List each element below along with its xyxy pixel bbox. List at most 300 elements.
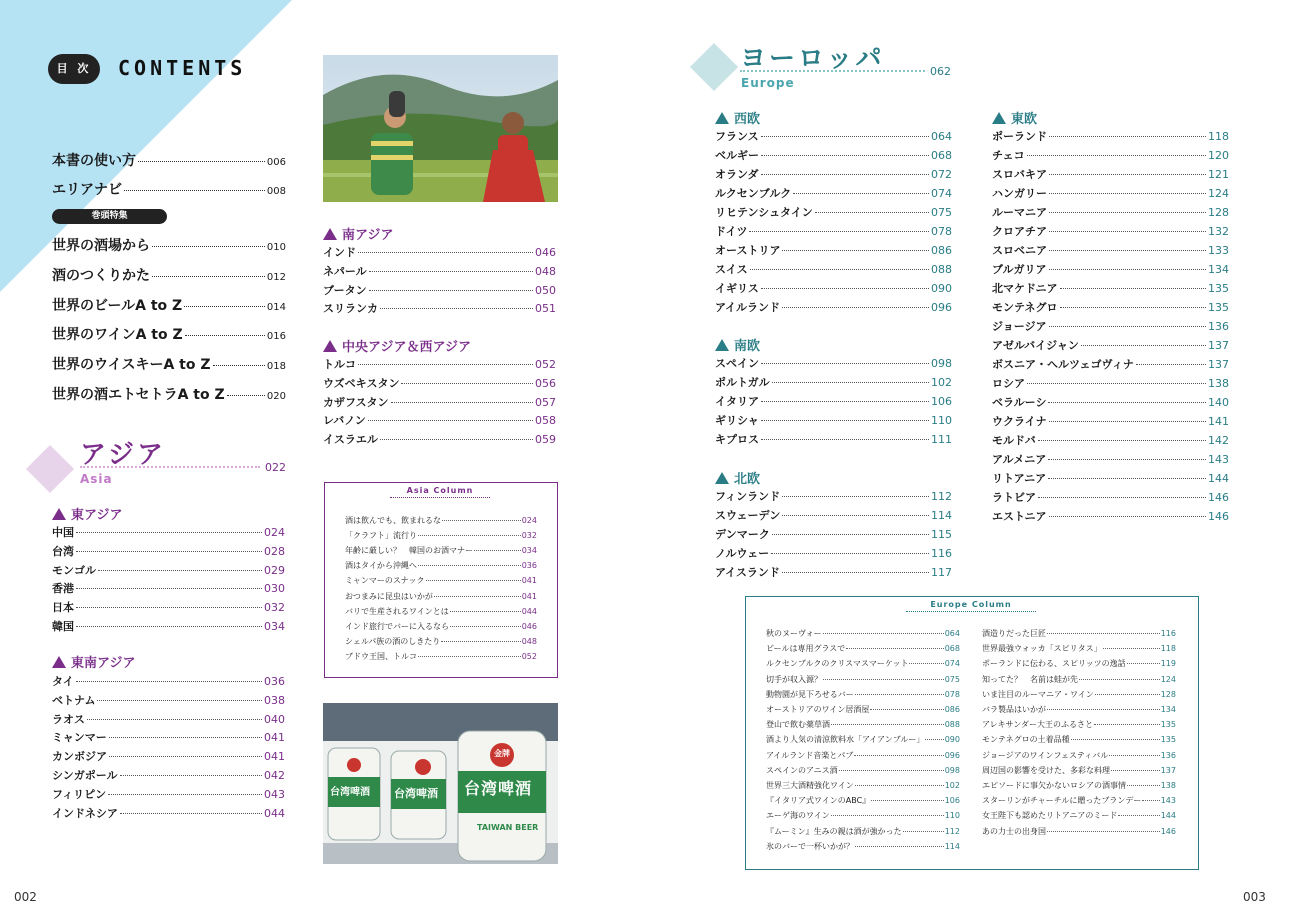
triangle-icon <box>715 339 729 351</box>
toc-entry-label: 本書の使い方 <box>52 153 136 169</box>
europe-column-row[interactable] <box>766 643 960 658</box>
toc-row[interactable] <box>992 489 1229 507</box>
toc-entry-label: アゼルバイジャン <box>992 339 1079 352</box>
toc-entry-label: ルクセンブルク <box>715 187 792 200</box>
toc-entry-page: 118 <box>1208 130 1229 143</box>
toc-row[interactable] <box>715 545 952 563</box>
toc-entry-label: シェルパ族の酒のしきたり <box>345 636 441 646</box>
europe-column-row[interactable] <box>982 689 1176 704</box>
leader-dots <box>854 755 943 756</box>
leader-dots <box>1049 231 1206 232</box>
leader-dots <box>772 382 929 383</box>
toc-entry-page: 096 <box>944 750 960 760</box>
toc-entry-label: フィンランド <box>715 490 781 503</box>
triangle-icon <box>715 472 729 484</box>
toc-row[interactable] <box>992 470 1229 488</box>
toc-row[interactable] <box>52 805 285 823</box>
toc-row[interactable] <box>715 526 952 544</box>
toc-entry-page: 029 <box>264 563 285 577</box>
toc-entry-page: 042 <box>264 769 285 782</box>
toc-entry-page: 024 <box>521 516 537 525</box>
toc-entry-label: 酒造りだった巨匠 <box>982 629 1046 638</box>
toc-entry-label: 『ムーミン』生みの親は酒が強かった <box>766 826 902 836</box>
toc-feature-row[interactable] <box>52 235 286 255</box>
asia-column-row[interactable] <box>345 575 537 590</box>
toc-entry-label: オーストリア <box>715 244 781 257</box>
toc-entry-label: カザフスタン <box>323 395 389 409</box>
toc-entry-page: 074 <box>944 659 960 669</box>
toc-row[interactable] <box>992 318 1229 336</box>
beer-sub-label: TAIWAN BEER <box>477 823 539 832</box>
leader-dots <box>358 364 533 365</box>
toc-row[interactable] <box>715 412 952 430</box>
asia-title: アジア <box>80 440 166 470</box>
toc-entry-label: ネパール <box>323 264 367 278</box>
toc-entry-page: 128 <box>1160 689 1176 699</box>
leader-dots <box>1049 174 1206 175</box>
southeast-asia-heading <box>52 652 135 671</box>
toc-row[interactable] <box>992 451 1229 469</box>
toc-row[interactable] <box>323 300 556 318</box>
toc-feature-row[interactable] <box>52 324 286 344</box>
asia-column-title-rule <box>390 497 490 498</box>
leader-dots <box>1060 288 1206 289</box>
leader-dots <box>761 439 929 440</box>
toc-row[interactable] <box>715 223 952 241</box>
toc-entry-label: 世界三大酒精強化ワイン <box>766 781 854 790</box>
leader-dots <box>839 770 944 771</box>
toc-entry-label: 切手が収入源？ <box>766 674 822 684</box>
toc-entry-label: 酒は飲んでも、飲まれるな <box>345 516 441 525</box>
leader-dots <box>450 611 521 612</box>
toc-entry-page: 016 <box>266 331 286 343</box>
leader-dots <box>434 596 521 597</box>
toc-row[interactable] <box>992 432 1229 450</box>
toc-entry-label: モルドバ <box>992 434 1036 447</box>
leader-dots <box>782 496 929 497</box>
europe-column-row[interactable] <box>982 795 1176 810</box>
toc-row[interactable] <box>715 374 952 392</box>
europe-column-title: Europe Column <box>930 600 1012 609</box>
toc-entry-page: 134 <box>1208 263 1229 276</box>
toc-row[interactable] <box>715 185 952 203</box>
leader-dots <box>772 534 929 535</box>
toc-entry-label: オランダ <box>715 168 759 181</box>
leader-dots <box>380 439 533 440</box>
toc-entry-page: 135 <box>1160 735 1176 745</box>
toc-row[interactable] <box>52 729 285 747</box>
toc-row[interactable] <box>992 204 1229 222</box>
leader-dots <box>358 252 533 253</box>
toc-entry-label: 韓国 <box>52 620 74 633</box>
toc-row[interactable] <box>52 767 285 785</box>
toc-entry-label: ベトナム <box>52 693 96 707</box>
toc-entry-page: 068 <box>944 644 960 654</box>
asia-column-row[interactable] <box>345 545 537 560</box>
toc-entry-label: 登山で飲む薬草酒 <box>766 720 830 730</box>
asia-column-row[interactable] <box>345 621 537 636</box>
toc-feature-row[interactable] <box>52 265 286 285</box>
leader-dots <box>418 565 521 566</box>
leader-dots <box>870 709 943 710</box>
toc-entry-label: リヒテンシュタイン <box>715 206 813 219</box>
toc-entry-page: 137 <box>1208 339 1229 352</box>
toc-entry-label: イタリア <box>715 395 759 408</box>
toc-entry-page: 041 <box>521 591 537 601</box>
toc-entry-label: ブータン <box>323 283 367 297</box>
toc-row[interactable] <box>715 147 952 165</box>
europe-column-row[interactable] <box>982 719 1176 734</box>
leader-dots <box>97 700 262 701</box>
leader-dots <box>761 174 929 175</box>
europe-column-row[interactable] <box>766 810 960 825</box>
toc-row[interactable] <box>52 692 285 710</box>
leader-dots <box>1142 800 1159 801</box>
leader-dots <box>782 515 929 516</box>
toc-entry-page: 086 <box>944 705 960 714</box>
toc-entry-page: 040 <box>264 712 285 726</box>
leader-dots <box>441 641 520 642</box>
europe-column-title-rule <box>906 611 1036 612</box>
asia-column-row[interactable] <box>345 591 537 606</box>
toc-row[interactable] <box>715 204 952 222</box>
europe-column-row[interactable] <box>982 750 1176 765</box>
toc-entry-page: 036 <box>521 561 537 571</box>
toc-entry-label: 氷のバーで一杯いかが？ <box>766 841 854 851</box>
toc-entry-label: 女王陛下も認めたリトアニアのミード <box>982 811 1118 821</box>
leader-dots <box>1111 770 1160 771</box>
europe-column-row[interactable] <box>766 841 960 856</box>
toc-row[interactable] <box>52 673 285 691</box>
toc-row[interactable] <box>715 564 952 582</box>
leader-dots <box>1127 663 1160 664</box>
europe-column-row[interactable] <box>766 658 960 673</box>
europe-column-row[interactable] <box>982 658 1176 673</box>
leader-dots <box>1081 345 1206 346</box>
leader-dots <box>1047 633 1160 634</box>
toc-row[interactable] <box>52 524 285 542</box>
leader-dots <box>855 694 944 695</box>
contents-badge: 目 次 <box>48 54 100 84</box>
toc-row[interactable] <box>323 394 556 412</box>
toc-entry-label: ポーランドに伝わる、スピリッツの逸話 <box>982 659 1126 669</box>
asia-column-row[interactable] <box>345 651 537 666</box>
toc-entry-label: アイルランド <box>715 301 781 314</box>
toc-entry-page: 090 <box>944 735 960 745</box>
south-europe-heading <box>715 335 760 354</box>
leader-dots <box>152 246 265 247</box>
toc-row[interactable] <box>992 394 1229 412</box>
toc-entry-label: スペイン <box>715 357 759 370</box>
toc-row[interactable] <box>323 244 556 262</box>
east-asia-heading <box>52 504 122 523</box>
europe-column-row[interactable] <box>982 780 1176 795</box>
leader-dots <box>1038 497 1206 498</box>
toc-entry-page: 046 <box>521 621 537 631</box>
toc-entry-label: 年齢に厳しい？ 韓国のお酒マナー <box>345 546 473 556</box>
toc-entry-label: ロシア <box>992 377 1025 390</box>
leader-dots <box>855 785 944 786</box>
leader-dots <box>1049 136 1206 137</box>
toc-entry-label: シンガポール <box>52 769 118 782</box>
asia-column-row[interactable] <box>345 560 537 575</box>
toc-main-row[interactable] <box>52 179 286 199</box>
toc-entry-label: 『イタリア式ワインのABC』 <box>766 796 871 806</box>
toc-entry-page: 044 <box>521 606 537 616</box>
toc-main-row[interactable] <box>52 150 286 170</box>
europe-column-row[interactable] <box>766 780 960 795</box>
toc-row[interactable] <box>715 166 952 184</box>
toc-entry-label: イスラエル <box>323 433 378 447</box>
toc-entry-label: フランス <box>715 130 759 143</box>
leader-dots <box>124 190 265 191</box>
leader-dots <box>1136 364 1206 365</box>
leader-dots <box>418 535 521 536</box>
europe-column-row[interactable] <box>982 765 1176 780</box>
leader-dots <box>138 161 265 162</box>
toc-entry-page: 128 <box>1208 206 1229 219</box>
toc-entry-label: ラオス <box>52 712 85 726</box>
leader-dots <box>474 550 521 551</box>
toc-entry-page: 018 <box>266 361 286 373</box>
toc-entry-label: スロベニア <box>992 244 1047 257</box>
toc-entry-page: 044 <box>264 806 285 820</box>
toc-entry-label: おつまみに昆虫はいかが <box>345 591 433 601</box>
toc-entry-page: 008 <box>266 186 286 197</box>
toc-entry-label: ボスニア・ヘルツェゴヴィナ <box>992 358 1134 371</box>
toc-row[interactable] <box>715 431 952 449</box>
toc-row[interactable] <box>52 786 285 804</box>
asia-column-title: Asia Column <box>406 486 474 495</box>
toc-entry-label: アレキサンダー大王のふるさと <box>982 720 1093 730</box>
section-heading-label: 南アジア <box>342 228 394 243</box>
toc-entry-label: 世界のウイスキーA to Z <box>52 357 211 374</box>
toc-row[interactable] <box>52 599 285 617</box>
toc-row[interactable] <box>52 748 285 766</box>
leader-dots <box>1049 212 1206 213</box>
toc-row[interactable] <box>323 375 556 393</box>
leader-dots <box>782 572 929 573</box>
toc-entry-page: 120 <box>1208 149 1229 162</box>
europe-column-row[interactable] <box>766 704 960 719</box>
triangle-icon <box>323 340 337 352</box>
toc-entry-label: ハンガリー <box>992 187 1047 200</box>
toc-row[interactable] <box>715 488 952 506</box>
toc-row[interactable] <box>992 356 1229 374</box>
europe-column-row[interactable] <box>982 643 1176 658</box>
leader-dots <box>109 756 262 757</box>
leader-dots <box>823 679 944 680</box>
toc-row[interactable] <box>52 562 285 580</box>
toc-row[interactable] <box>52 618 285 636</box>
toc-entry-label: ドイツ <box>715 225 748 238</box>
europe-column-row[interactable] <box>982 704 1176 719</box>
asia-column-row[interactable] <box>345 606 537 621</box>
europe-column-row[interactable] <box>766 826 960 841</box>
toc-entry-page: 137 <box>1160 765 1176 775</box>
toc-row[interactable] <box>992 261 1229 279</box>
leader-dots <box>761 363 929 364</box>
leader-dots <box>369 271 533 272</box>
toc-entry-page: 074 <box>931 187 952 200</box>
asia-column-row[interactable] <box>345 530 537 545</box>
europe-column-row[interactable] <box>766 674 960 689</box>
leader-dots <box>76 532 262 533</box>
leader-dots <box>1049 193 1206 194</box>
leader-dots <box>1049 269 1206 270</box>
leader-dots <box>761 136 929 137</box>
asia-column-row[interactable] <box>345 636 537 651</box>
europe-column-row[interactable] <box>766 750 960 765</box>
leader-dots <box>749 231 929 232</box>
toc-row[interactable] <box>323 282 556 300</box>
leader-dots <box>761 420 929 421</box>
leader-dots <box>871 800 944 801</box>
toc-row[interactable] <box>715 280 952 298</box>
toc-row[interactable] <box>992 242 1229 260</box>
toc-row[interactable] <box>323 431 556 449</box>
toc-entry-label: 酒のつくりかた <box>52 267 150 284</box>
toc-entry-page: 041 <box>521 576 537 586</box>
toc-entry-label: アイルランド音楽とパブ <box>766 750 854 760</box>
europe-column-row[interactable] <box>766 719 960 734</box>
toc-entry-page: 143 <box>1160 796 1176 806</box>
toc-entry-page: 028 <box>264 544 285 558</box>
toc-entry-page: 048 <box>535 264 556 278</box>
toc-entry-label: エーゲ海のワイン <box>766 811 830 821</box>
toc-entry-label: ベラルーシ <box>992 396 1047 409</box>
toc-entry-label: 秋のヌーヴォー <box>766 629 822 638</box>
leader-dots <box>76 607 262 608</box>
toc-row[interactable] <box>992 299 1229 317</box>
toc-entry-page: 141 <box>1208 415 1229 428</box>
toc-entry-page: 142 <box>1208 434 1229 447</box>
toc-row[interactable] <box>992 413 1229 431</box>
toc-entry-page: 075 <box>931 206 952 219</box>
toc-entry-label: エストニア <box>992 510 1047 523</box>
toc-row[interactable] <box>715 261 952 279</box>
toc-feature-row[interactable] <box>52 384 286 404</box>
toc-entry-label: アルメニア <box>992 453 1047 466</box>
leader-dots <box>227 395 265 396</box>
leader-dots <box>1118 815 1159 816</box>
toc-feature-row[interactable] <box>52 295 286 315</box>
toc-entry-label: ミャンマーのスナック <box>345 576 425 586</box>
toc-row[interactable] <box>323 263 556 281</box>
toc-entry-page: 117 <box>931 566 952 579</box>
leader-dots <box>1103 648 1160 649</box>
toc-entry-page: 115 <box>931 528 952 541</box>
toc-entry-page: 146 <box>1160 826 1176 836</box>
europe-column-row[interactable] <box>766 765 960 780</box>
toc-entry-label: タイ <box>52 675 74 688</box>
toc-feature-row[interactable] <box>52 354 286 374</box>
north-europe-heading <box>715 468 760 487</box>
toc-entry-label: イギリス <box>715 282 759 295</box>
toc-row[interactable] <box>52 711 285 729</box>
toc-entry-label: インドネシア <box>52 806 118 820</box>
toc-row[interactable] <box>715 128 952 146</box>
feature-pill: 巻頭特集 <box>52 209 167 224</box>
europe-column-row[interactable] <box>982 826 1176 841</box>
toc-entry-label: リトアニア <box>992 472 1047 485</box>
triangle-icon <box>52 656 66 668</box>
leader-dots <box>120 775 262 776</box>
toc-row[interactable] <box>992 185 1229 203</box>
europe-column-row[interactable] <box>766 689 960 704</box>
europe-column-row[interactable] <box>766 734 960 749</box>
toc-row[interactable] <box>715 507 952 525</box>
toc-entry-label: ブドウ王国、トルコ <box>345 651 417 661</box>
toc-entry-label: トルコ <box>323 358 356 371</box>
section-heading-label: 南欧 <box>734 339 761 354</box>
europe-column-row[interactable] <box>982 674 1176 689</box>
europe-column-row[interactable] <box>766 628 960 643</box>
toc-entry-page: 116 <box>1160 629 1176 638</box>
toc-row[interactable] <box>992 375 1229 393</box>
toc-entry-label: 日本 <box>52 601 74 615</box>
toc-row[interactable] <box>715 242 952 260</box>
toc-entry-page: 119 <box>1160 659 1176 669</box>
toc-row[interactable] <box>715 299 952 317</box>
toc-row[interactable] <box>323 356 556 374</box>
toc-row[interactable] <box>715 393 952 411</box>
toc-row[interactable] <box>715 355 952 373</box>
toc-entry-page: 068 <box>931 149 952 162</box>
toc-entry-label: 酒より人気の清涼飲料水「アイアンブルー」 <box>766 735 925 745</box>
leader-dots <box>793 193 929 194</box>
toc-row[interactable] <box>52 543 285 561</box>
toc-entry-label: キプロス <box>715 433 759 446</box>
asia-subtitle: Asia <box>80 472 113 486</box>
toc-entry-page: 138 <box>1160 781 1176 790</box>
toc-entry-page: 014 <box>266 301 286 313</box>
toc-row[interactable] <box>992 508 1229 526</box>
leader-dots <box>823 633 944 634</box>
toc-row[interactable] <box>323 412 556 430</box>
leader-dots <box>1027 383 1206 384</box>
toc-row[interactable] <box>992 223 1229 241</box>
section-heading-label: 西欧 <box>734 112 761 127</box>
toc-row[interactable] <box>992 128 1229 146</box>
asia-column-row[interactable] <box>345 515 537 530</box>
toc-entry-label: チェコ <box>992 149 1025 162</box>
europe-title: ヨーロッパ <box>740 44 885 74</box>
toc-entry-page: 146 <box>1208 491 1229 504</box>
europe-column-row[interactable] <box>982 810 1176 825</box>
toc-entry-label: 世界の酒場から <box>52 238 150 254</box>
toc-row[interactable] <box>992 337 1229 355</box>
toc-entry-page: 112 <box>931 490 952 503</box>
toc-entry-label: カンボジア <box>52 750 107 764</box>
toc-row[interactable] <box>52 580 285 598</box>
toc-entry-page: 111 <box>931 433 952 446</box>
toc-entry-page: 096 <box>931 301 952 314</box>
europe-column-row[interactable] <box>982 628 1176 643</box>
asia-diamond-icon <box>26 445 74 493</box>
europe-column-row[interactable] <box>982 734 1176 749</box>
leader-dots <box>1038 440 1206 441</box>
europe-column-row[interactable] <box>766 795 960 810</box>
leader-dots <box>909 663 943 664</box>
toc-row[interactable] <box>992 166 1229 184</box>
toc-entry-label: 動物園が見下ろせるバー <box>766 689 854 699</box>
toc-entry-page: 143 <box>1208 453 1229 466</box>
toc-row[interactable] <box>992 280 1229 298</box>
beer-label-large: 台湾啤酒 <box>464 779 533 798</box>
triangle-icon <box>715 112 729 124</box>
toc-row[interactable] <box>992 147 1229 165</box>
